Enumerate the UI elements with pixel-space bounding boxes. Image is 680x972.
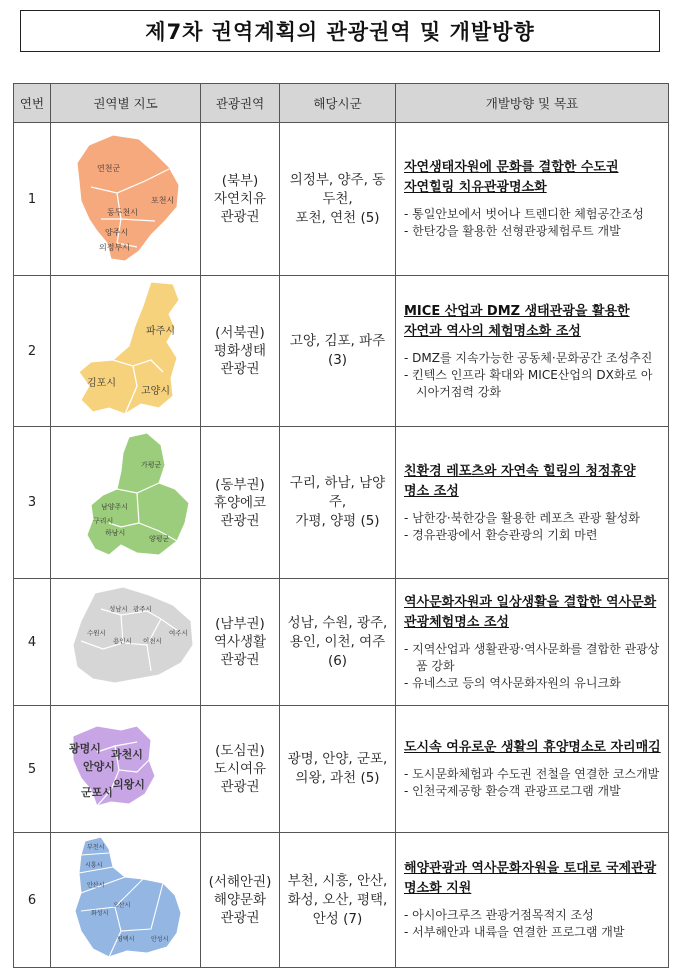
cities-line: 광명, 안양, 군포, xyxy=(287,751,388,767)
cities-cell xyxy=(280,833,396,968)
table-row xyxy=(14,706,669,833)
map-label: 남양주시 xyxy=(101,503,129,511)
region-name xyxy=(201,833,280,968)
map-label: 안양시 xyxy=(83,760,115,773)
region-name xyxy=(201,579,280,706)
map-label: 김포시 xyxy=(87,378,116,389)
bullet-item: - 한탄강을 활용한 선형관광체험루트 개발 xyxy=(404,223,662,240)
cities-line: 화성, 오산, 평택, xyxy=(287,891,388,908)
region-line: 관광권 xyxy=(220,779,260,795)
map-label: 광주시 xyxy=(133,605,152,613)
region-line: 해양문화 xyxy=(213,892,267,908)
region-line: (남부권) xyxy=(215,616,265,632)
region-map-northwest xyxy=(51,276,201,427)
row-number: 5 xyxy=(14,706,51,833)
region-line: (도심권) xyxy=(215,743,265,759)
bullet-item: - DMZ를 지속가능한 공동체·문화공간 조성추진 xyxy=(404,350,662,367)
direction-cell xyxy=(396,706,669,833)
cities-cell xyxy=(280,123,396,276)
map-label: 하남시 xyxy=(105,529,126,537)
map-label: 오산시 xyxy=(113,902,131,909)
bullet-item: - 서부해안과 내륙을 연결한 프로그램 개발 xyxy=(404,924,662,941)
bullet-item: - 남한강·북한강을 활용한 레포츠 관광 활성화 xyxy=(404,510,662,527)
map-label: 부천시 xyxy=(87,844,105,851)
region-line: (북부) xyxy=(221,173,259,189)
region-line: 평화생태 xyxy=(213,343,267,359)
cities-line: 구리, 하남, 남양주, xyxy=(289,475,386,510)
row-number: 6 xyxy=(14,833,51,968)
table-header-row xyxy=(14,84,669,123)
map-label: 동두천시 xyxy=(107,208,138,217)
header-direction: 개발방향 및 목표 xyxy=(396,84,669,123)
map-label: 과천시 xyxy=(111,748,143,761)
cities-line: 고양, 김포, 파주 xyxy=(289,333,386,349)
direction-bullets xyxy=(404,510,662,544)
map-label: 수원시 xyxy=(87,629,106,637)
table-row xyxy=(14,123,669,276)
region-line: 관광권 xyxy=(220,910,260,926)
bullet-item: - 아시아크루즈 관광거점목적지 조성 xyxy=(404,907,662,924)
header-no: 연번 xyxy=(14,84,51,123)
cities-line: 의정부, 양주, 동두천, xyxy=(289,171,386,207)
map-label: 포천시 xyxy=(151,196,175,205)
direction-cell xyxy=(396,123,669,276)
bullet-item: - 도시문화체험과 수도권 전철을 연결한 코스개발 xyxy=(404,766,662,783)
bullet-item: - 킨텍스 인프라 확대와 MICE산업의 DX화로 아시아거점력 강화 xyxy=(404,367,662,401)
map-label: 연천군 xyxy=(97,164,121,173)
map-label: 안산시 xyxy=(87,882,105,889)
region-line: (서북권) xyxy=(215,325,265,341)
map-label: 양평군 xyxy=(149,535,170,543)
cities-line: 용인, 이천, 여주 xyxy=(289,633,386,650)
map-label: 화성시 xyxy=(91,910,109,917)
cities-cell xyxy=(280,579,396,706)
bullet-item: - 지역산업과 생활관광·역사문화를 결합한 관광상품 강화 xyxy=(404,641,662,675)
cities-cell xyxy=(280,427,396,579)
row-number: 4 xyxy=(14,579,51,706)
map-label: 가평군 xyxy=(141,461,162,469)
direction-goal: 해양관광과 역사문화자원을 토대로 국제관광 명소화 지원 xyxy=(404,861,657,896)
region-line: 휴양에코 xyxy=(213,494,267,511)
map-label: 안성시 xyxy=(151,936,169,943)
direction-bullets xyxy=(404,206,662,240)
bullet-item: - 유네스코 등의 역사문화자원의 유니크화 xyxy=(404,675,662,692)
cities-line: 의왕, 과천 (5) xyxy=(295,770,380,786)
direction-bullets xyxy=(404,907,662,941)
table-row xyxy=(14,427,669,579)
map-label: 군포시 xyxy=(81,786,113,799)
header-region: 관광권역 xyxy=(201,84,280,123)
table-row xyxy=(14,833,669,968)
map-label: 이천시 xyxy=(143,637,162,645)
tourism-region-table xyxy=(13,83,669,968)
cities-line: 성남, 수원, 광주, xyxy=(287,614,388,631)
cities-line: 부천, 시흥, 안산, xyxy=(287,872,388,889)
region-map-urban xyxy=(51,706,201,833)
header-map: 권역별 지도 xyxy=(51,84,201,123)
cities-line: (6) xyxy=(327,652,348,669)
region-map-north xyxy=(51,123,201,276)
header-cities: 해당시군 xyxy=(280,84,396,123)
region-line: 역사생활 xyxy=(213,634,267,650)
region-line: 관광권 xyxy=(220,361,260,377)
direction-goal: 도시속 여유로운 생활의 휴양명소로 자리매김 xyxy=(404,740,661,755)
direction-goal: MICE 산업과 DMZ 생태관광을 활용한 자연과 역사의 체험명소화 조성 xyxy=(404,303,630,339)
region-line: (동부권) xyxy=(215,476,265,493)
cities-cell xyxy=(280,706,396,833)
region-line: 관광권 xyxy=(220,512,260,529)
cities-cell xyxy=(280,276,396,427)
map-region-shape xyxy=(87,433,189,555)
direction-cell xyxy=(396,427,669,579)
map-label: 양주시 xyxy=(105,228,129,237)
region-name xyxy=(201,706,280,833)
map-label: 고양시 xyxy=(141,386,170,397)
map-label: 용인시 xyxy=(113,637,132,645)
direction-cell xyxy=(396,579,669,706)
cities-line: 포천, 연천 (5) xyxy=(295,209,380,226)
region-name xyxy=(201,427,280,579)
region-line: (서해안권) xyxy=(208,874,272,890)
region-line: 도시여유 xyxy=(213,761,267,777)
direction-goal: 자연생태자원에 문화를 결합한 수도권 자연힐링 치유관광명소화 xyxy=(404,160,619,195)
region-line: 관광권 xyxy=(220,209,260,225)
bullet-item: - 인천국제공항 환승객 관광프로그램 개발 xyxy=(404,783,662,800)
row-number: 2 xyxy=(14,276,51,427)
map-label: 평택시 xyxy=(117,936,135,943)
region-map-south xyxy=(51,579,201,706)
direction-cell xyxy=(396,833,669,968)
map-label: 성남시 xyxy=(109,605,128,613)
bullet-item: - 통일안보에서 벗어나 트렌디한 체험공간조성 xyxy=(404,206,662,223)
row-number: 1 xyxy=(14,123,51,276)
cities-line: 안성 (7) xyxy=(312,910,363,927)
document-title-box xyxy=(20,10,660,52)
direction-bullets xyxy=(404,766,662,800)
map-label: 여주시 xyxy=(169,629,188,637)
region-name xyxy=(201,123,280,276)
direction-goal: 역사문화자원과 일상생활을 결합한 역사문화 관광체험명소 조성 xyxy=(404,594,657,630)
direction-bullets xyxy=(404,350,662,401)
direction-cell xyxy=(396,276,669,427)
document-title: 제7차 권역계획의 관광권역 및 개발방향 xyxy=(145,20,535,44)
direction-bullets xyxy=(404,641,662,692)
region-line: 관광권 xyxy=(220,652,260,668)
region-map-westcoast xyxy=(51,833,201,968)
direction-goal: 친환경 레포츠와 자연속 힐링의 청정휴양 명소 조성 xyxy=(404,463,636,499)
region-map-east xyxy=(51,427,201,579)
cities-line: 가평, 양평 (5) xyxy=(295,513,380,529)
map-label: 파주시 xyxy=(146,326,175,337)
table-row xyxy=(14,579,669,706)
cities-line: (3) xyxy=(327,352,348,368)
table-row xyxy=(14,276,669,427)
row-number: 3 xyxy=(14,427,51,579)
bullet-item: - 경유관광에서 환승관광의 기회 마련 xyxy=(404,527,662,544)
map-label: 의정부시 xyxy=(99,243,130,252)
map-label: 광명시 xyxy=(69,742,101,755)
map-label: 시흥시 xyxy=(85,862,103,869)
region-line: 자연치유 xyxy=(213,191,267,207)
map-label: 구리시 xyxy=(93,517,114,525)
region-name xyxy=(201,276,280,427)
map-label: 의왕시 xyxy=(113,778,145,791)
